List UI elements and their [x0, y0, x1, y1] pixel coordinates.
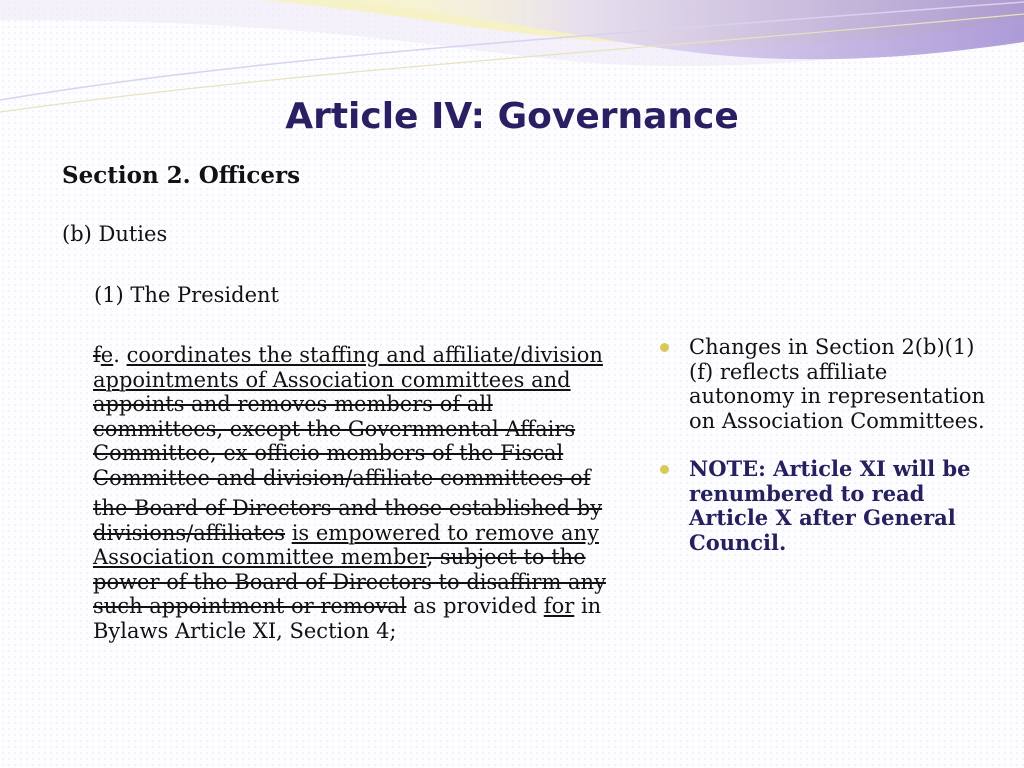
amendment-paragraph-part-1 [93, 343, 623, 490]
notes-list [660, 335, 990, 555]
item-heading: (1) The President [94, 283, 279, 307]
list-item [660, 457, 990, 555]
subsection-heading: (b) Duties [62, 222, 168, 246]
plain-text [285, 521, 292, 545]
plain-text: as provided [406, 594, 544, 618]
inserted-text: for [543, 594, 575, 618]
section-heading: Section 2. Officers [62, 162, 301, 189]
amendment-paragraph [93, 343, 623, 643]
struck-text: , subject to the power of the Board of Directors to disaffirm any such appointment or removal [93, 545, 606, 618]
bullet-text: Changes in Section 2(b)(1)(f) reflects affiliate autonomy in representation on Association Committees. [689, 335, 986, 433]
inserted-text: is empowered to remove any Association committee member [93, 520, 599, 569]
struck-text: appoints and removes members of all committees, except the Governmental Affairs Committee, ex-officio members of the Fiscal Committee and division/affiliate committees of [93, 392, 591, 490]
struck-text: f [93, 343, 101, 367]
list-item [660, 335, 990, 433]
bullet-dot-icon [660, 465, 669, 474]
amendment-paragraph-part-2 [93, 496, 623, 643]
plain-text: . [113, 343, 120, 367]
bullet-dot-icon [660, 343, 669, 352]
bullet-text-note: NOTE: Article XI will be renumbered to read Article X after General Council. [689, 456, 971, 555]
inserted-text: e [100, 343, 114, 367]
inserted-text: coordinates the staffing and affiliate/division appointments of Association committees and [93, 343, 603, 392]
struck-text: the Board of Directors and those established by divisions/affiliates [93, 496, 603, 545]
slide-title: Article IV: Governance [285, 96, 739, 137]
plain-text [120, 343, 127, 367]
plain-text: in Bylaws Article XI, Section 4; [93, 594, 602, 643]
